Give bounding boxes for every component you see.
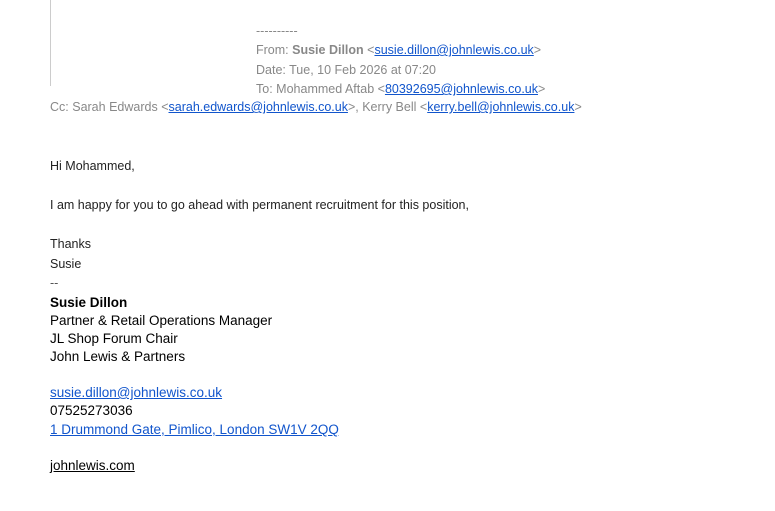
cc-recipient-email-link[interactable]: sarah.edwards@johnlewis.co.uk bbox=[168, 100, 348, 114]
signature-website-link[interactable]: johnlewis.com bbox=[50, 458, 135, 473]
cc-recipient-name: Sarah Edwards bbox=[72, 100, 158, 114]
signature-email-link[interactable]: susie.dillon@johnlewis.co.uk bbox=[50, 385, 223, 400]
signature-separator: -- bbox=[50, 276, 59, 290]
cc-recipient-email-link[interactable]: kerry.bell@johnlewis.co.uk bbox=[427, 100, 575, 114]
signature-name: Susie Dillon bbox=[50, 295, 128, 310]
to-label: To: bbox=[256, 82, 273, 96]
to-email-link[interactable]: 80392695@johnlewis.co.uk bbox=[384, 82, 539, 96]
forward-to-line bbox=[256, 82, 545, 96]
cc-lt: < bbox=[419, 100, 428, 114]
signature-email-row bbox=[50, 385, 222, 400]
date-label: Date: bbox=[256, 63, 286, 77]
to-gt: > bbox=[538, 82, 546, 96]
from-name: Susie Dillon bbox=[292, 43, 364, 57]
signature-phone: 07525273036 bbox=[50, 403, 133, 418]
cc-lt: < bbox=[161, 100, 169, 114]
signature-address-row bbox=[50, 422, 339, 437]
cc-label: Cc: bbox=[50, 100, 69, 114]
signoff-name: Susie bbox=[50, 257, 82, 271]
from-gt: > bbox=[533, 43, 542, 57]
to-lt: < bbox=[377, 82, 385, 96]
message-body: I am happy for you to go ahead with permanent recruitment for this position, bbox=[50, 198, 469, 212]
signature-title: Partner & Retail Operations Manager bbox=[50, 313, 273, 328]
cc-gt-comma: >, bbox=[347, 100, 359, 114]
forward-separator: ---------- bbox=[256, 24, 298, 38]
thanks: Thanks bbox=[50, 237, 91, 251]
forward-date-line bbox=[256, 63, 436, 77]
signature-address-link[interactable]: 1 Drummond Gate, Pimlico, London SW1V 2QQ bbox=[50, 422, 339, 437]
signature-role: JL Shop Forum Chair bbox=[50, 331, 178, 346]
from-lt: < bbox=[367, 43, 375, 57]
from-email-link[interactable]: susie.dillon@johnlewis.co.uk bbox=[374, 43, 534, 57]
signature-website-row bbox=[50, 458, 135, 473]
forward-from-line bbox=[256, 43, 541, 57]
signature-company: John Lewis & Partners bbox=[50, 349, 186, 364]
cc-line bbox=[50, 100, 582, 114]
cc-recipient-name: Kerry Bell bbox=[362, 100, 417, 114]
date-value: Tue, 10 Feb 2026 at 07:20 bbox=[289, 63, 437, 77]
cc-gt: > bbox=[574, 100, 582, 114]
greeting: Hi Mohammed, bbox=[50, 159, 135, 173]
quote-bar bbox=[50, 0, 51, 86]
to-name: Mohammed Aftab bbox=[276, 82, 375, 96]
from-label: From: bbox=[256, 43, 289, 57]
